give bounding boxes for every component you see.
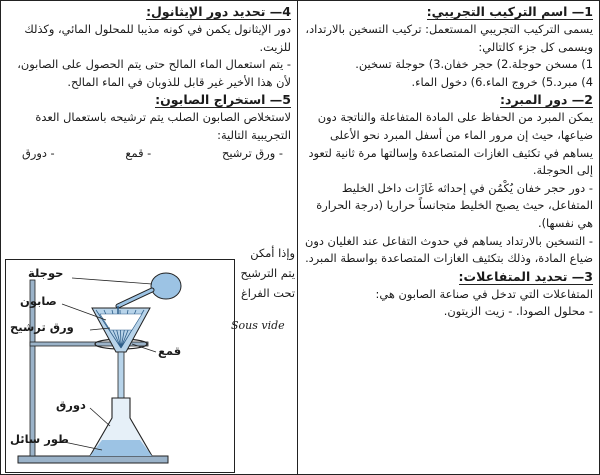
label-filter-paper: ورق ترشيح [10, 320, 74, 334]
label-flask: حوجلة [28, 266, 64, 280]
round-flask [151, 273, 181, 299]
tool-beaker: - دورق [22, 145, 55, 160]
label-beaker: دورق [56, 398, 86, 412]
right-column [301, 1, 597, 321]
section-4-body: دور الإيثانول يكمن في كونه مذيبا للمحلول المائي، وكذلك للزيت. [24, 22, 291, 54]
filtration-apparatus-figure [5, 259, 235, 473]
sous-vide-label: Sous vide [231, 319, 285, 332]
section-5-title: 5— استخراج الصابون: [155, 92, 291, 108]
section-2-bullet-2: - التسخين بالارتداد يساهم في حدوث التفاعل عند الغليان دون ضياع المادة، وذلك بتكثيف الغازات المتصاعدة بواسطة المبرد. [304, 233, 593, 266]
stand-base [18, 456, 168, 463]
section-3-body: المتفاعلات التي تدخل في صناعة الصابون هي: [375, 286, 593, 301]
vacuum-filtration-note: وإذا أمكن يتم الترشيح تحت الفراغ [240, 246, 295, 300]
tools-list [4, 145, 291, 163]
pointer-beaker [90, 408, 110, 426]
flask-neck-inner [118, 290, 152, 306]
label-soap: صابون [20, 294, 57, 308]
label-stand: طور سائل [10, 432, 69, 446]
section-1-title: 1— اسم التركيب التجريبي: [426, 4, 593, 19]
section-4-title: 4— تحديد دور الإيثانول: [146, 4, 291, 19]
left-column [1, 1, 295, 162]
tool-filter-paper: - ورق ترشيح [222, 145, 283, 160]
column-divider [297, 1, 298, 475]
section-4-bullet: - يتم استعمال الماء المالح حتى يتم الحصول على الصابون، لأن هذا الأخير غير قابل للذوبان في الماء المالح. [17, 57, 291, 89]
section-5-body: لاستخلاص الصابون الصلب يتم ترشيحه باستعمال العدة التجريبية التالية: [35, 110, 291, 142]
section-2-bullet-1: - دور حجر خفان يُكْمُن في إحداثه غَازَات داخل الخليط المتفاعل، حيث يصبح الخليط متجانساً حراريا (درجة الحرارة هي نفسها). [316, 180, 593, 230]
section-2-title: 2— دور المبرد: [500, 92, 593, 108]
section-3-items: - محلول الصودا. - زيت الزيتون. [443, 304, 593, 319]
section-1-body: يسمى التركيب التجريبي المستعمل: تركيب التسخين بالارتداد، ويسمى كل جزء كالتالي: [305, 22, 593, 54]
label-funnel: قمع [158, 344, 182, 358]
tool-funnel: - قمع [125, 145, 152, 160]
section-2-body: يمكن المبرد من الحفاظ على المادة المتفاعلة والناتجة دون ضياعها، حيث إن مرور الماء من أسفل المبرد نحو الأعلى يساهم في تكثيف الغازات المتصاعدة وإسالتها مرة ثانية لتعود إلى الحوجلة. [308, 110, 593, 178]
pointer-flask [72, 278, 152, 284]
funnel-stem [118, 352, 124, 398]
section-3-title: 3— تحديد المتفاعلات: [458, 268, 593, 284]
section-1-parts-line1: 1) مسخن حوجلة.2) حجر خفان.3) حوجلة تسخين. [355, 57, 593, 72]
section-1-parts-line2: 4) مبرد.5) خروج الماء.6) دخول الماء. [411, 74, 593, 89]
